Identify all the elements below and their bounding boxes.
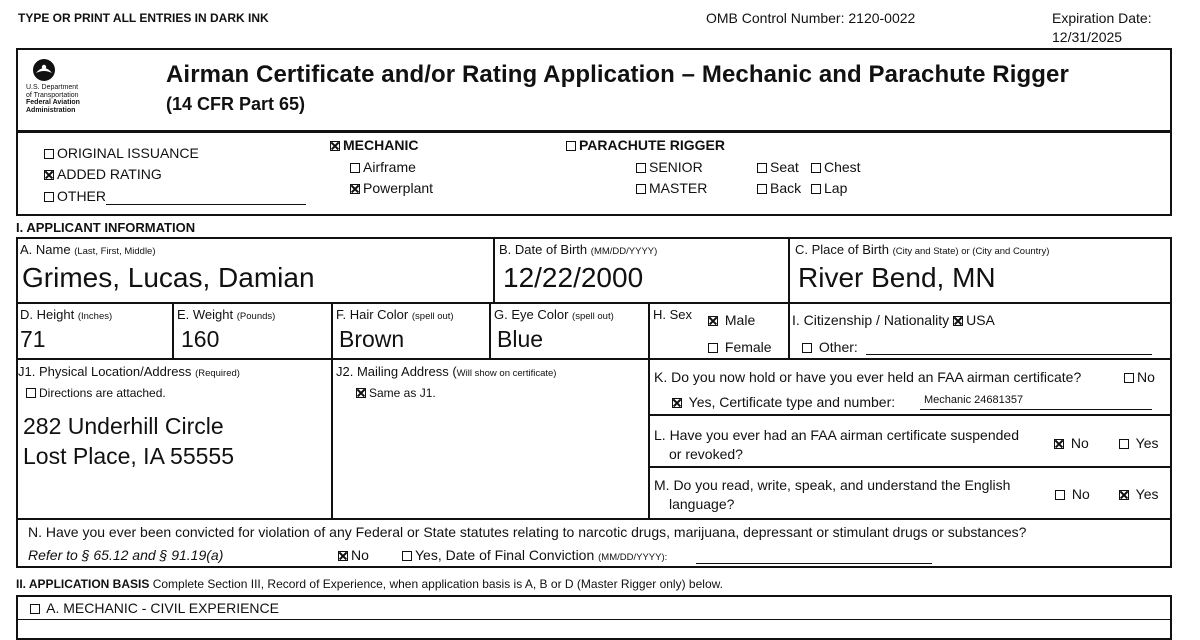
chest-checkbox[interactable]: [811, 163, 821, 173]
k-yes-label: Yes, Certificate type and number:: [688, 394, 896, 410]
senior-checkbox[interactable]: [636, 163, 646, 173]
airframe-label: Airframe: [363, 159, 416, 175]
m-no-option[interactable]: [1055, 486, 1090, 502]
eye-field-label: [494, 307, 614, 322]
height-hint: (Inches): [77, 311, 113, 322]
parachute-rigger-label: PARACHUTE RIGGER: [579, 137, 725, 153]
certificate-number-input[interactable]: Mechanic 24681357: [924, 394, 1024, 406]
back-checkbox[interactable]: [757, 184, 767, 194]
height-input[interactable]: 71: [20, 326, 46, 352]
address-line-2: Lost Place, IA 55555: [23, 443, 234, 469]
form-subtitle: (14 CFR Part 65): [166, 94, 306, 114]
m-no-checkbox[interactable]: [1055, 490, 1065, 500]
name-input[interactable]: Grimes, Lucas, Damian: [22, 262, 315, 293]
mailing-field-label: [336, 364, 556, 379]
section-1-heading: I. APPLICANT INFORMATION: [16, 220, 196, 235]
other-option[interactable]: [44, 188, 106, 204]
n-question: N. Have you ever been convicted for violation of any Federal or State statutes relating to narcotic drugs, marijuana, depressant or stimulant drugs or substances?: [28, 524, 1027, 540]
same-as-checkbox[interactable]: [356, 388, 366, 398]
airframe-option[interactable]: [350, 159, 416, 175]
k-question: K. Do you now hold or have you ever held an FAA airman certificate?: [654, 369, 1082, 385]
n-yes-hint: (MM/DD/YYYY):: [598, 552, 668, 563]
hair-input[interactable]: Brown: [339, 326, 405, 352]
dob-label: B. Date of Birth: [499, 242, 588, 257]
mailing-hint: Will show on certificate): [456, 368, 557, 379]
powerplant-label: Powerplant: [363, 180, 434, 196]
citizenship-field: [792, 312, 995, 328]
agency-line-2: of Transportation: [26, 91, 79, 99]
weight-hair-divider: [331, 302, 333, 359]
weight-input[interactable]: 160: [181, 326, 220, 352]
basis-a-checkbox[interactable]: [30, 604, 40, 614]
citizenship-other-checkbox[interactable]: [802, 343, 812, 353]
m-question-line-1: M. Do you read, write, speak, and understand the English: [654, 477, 1011, 493]
form-title: Airman Certificate and/or Rating Application – Mechanic and Parachute Rigger: [166, 61, 1069, 88]
eye-sex-divider: [648, 302, 650, 519]
seat-option[interactable]: [757, 159, 799, 175]
name-label: A. Name: [20, 242, 71, 257]
address-line-1: 282 Underhill Circle: [23, 413, 224, 439]
eye-hint: (spell out): [572, 311, 614, 322]
female-label: Female: [724, 339, 772, 355]
name-field-label: [20, 242, 156, 257]
mechanic-option[interactable]: [330, 137, 418, 153]
added-rating-option[interactable]: [44, 166, 162, 182]
row-divider-2: [16, 358, 1172, 360]
added-rating-label: ADDED RATING: [57, 166, 162, 182]
citizenship-other-label: Other:: [818, 339, 858, 355]
agency-line-4: Administration: [26, 106, 76, 114]
other-line: [106, 204, 306, 205]
dob-field-label: [499, 242, 657, 257]
lap-label: Lap: [824, 180, 848, 196]
dob-hint: (MM/DD/YYYY): [590, 246, 658, 257]
row-divider-3: [16, 518, 1172, 520]
section-2-heading: II. APPLICATION BASIS: [16, 577, 150, 591]
same-as-option[interactable]: [356, 386, 436, 400]
j1-j2-divider: [331, 358, 333, 519]
dot-logo: [32, 58, 56, 87]
physical-field-label: [18, 364, 240, 379]
citizenship-other-line: [866, 354, 1152, 355]
usa-label: USA: [966, 312, 995, 328]
k-no-label: No: [1137, 369, 1155, 385]
lap-option[interactable]: [811, 180, 847, 196]
seat-checkbox[interactable]: [757, 163, 767, 173]
dob-pob-divider: [788, 237, 790, 303]
eye-input[interactable]: Blue: [497, 326, 544, 352]
agency-name: [26, 84, 80, 114]
master-label: MASTER: [649, 180, 708, 196]
directions-option[interactable]: [26, 386, 166, 400]
section-2-header: [16, 577, 723, 591]
l-no-label: No: [1070, 435, 1089, 451]
lap-checkbox[interactable]: [811, 184, 821, 194]
height-weight-divider: [172, 302, 174, 359]
physical-hint: (Required): [195, 368, 240, 379]
senior-label: SENIOR: [649, 159, 703, 175]
directions-checkbox[interactable]: [26, 388, 36, 398]
expiration-label: Expiration Date:: [1052, 10, 1152, 26]
name-hint: (Last, First, Middle): [74, 246, 156, 257]
n-yes-option[interactable]: [402, 547, 667, 563]
m-yes-checkbox[interactable]: [1119, 490, 1129, 500]
n-yes-label: Yes, Date of Final Conviction: [415, 547, 595, 563]
l-yes-option[interactable]: [1119, 435, 1158, 451]
certificate-number-line: [920, 409, 1152, 410]
master-option[interactable]: [636, 180, 707, 196]
n-yes-checkbox[interactable]: [402, 551, 412, 561]
original-issuance-label: ORIGINAL ISSUANCE: [57, 145, 199, 161]
mailing-label: J2. Mailing Address (: [336, 364, 457, 379]
hair-field-label: [336, 307, 454, 322]
height-field-label: [20, 307, 112, 322]
dob-input[interactable]: 12/22/2000: [503, 262, 644, 293]
m-yes-option[interactable]: [1119, 486, 1158, 502]
eye-label: G. Eye Color: [494, 307, 569, 322]
powerplant-option[interactable]: [350, 180, 433, 196]
mechanic-checkbox[interactable]: [330, 141, 340, 151]
original-issuance-checkbox[interactable]: [44, 149, 54, 159]
other-label: OTHER: [57, 188, 106, 204]
same-as-label: Same as J1.: [369, 386, 436, 400]
weight-label: E. Weight: [177, 307, 234, 322]
mechanic-label: MECHANIC: [343, 137, 419, 153]
weight-hint: (Pounds): [236, 311, 276, 322]
male-checkbox[interactable]: [708, 316, 718, 326]
basis-a-label: A. MECHANIC - CIVIL EXPERIENCE: [46, 600, 279, 616]
pob-label: C. Place of Birth: [795, 242, 889, 257]
agency-line-1: U.S. Department: [26, 84, 79, 91]
chest-label: Chest: [824, 159, 861, 175]
l-question-line-1: L. Have you ever had an FAA airman certificate suspended: [654, 427, 1019, 443]
l-no-checkbox[interactable]: [1054, 439, 1064, 449]
row-divider-1: [16, 302, 1172, 304]
l-question-line-2: or revoked?: [669, 446, 743, 462]
added-rating-checkbox[interactable]: [44, 170, 54, 180]
basis-divider: [16, 619, 1172, 620]
physical-label: J1. Physical Location/Address: [18, 364, 192, 379]
back-option[interactable]: [757, 180, 801, 196]
female-checkbox[interactable]: [708, 343, 718, 353]
master-checkbox[interactable]: [636, 184, 646, 194]
k-no-checkbox[interactable]: [1124, 373, 1134, 383]
citizenship-other-option[interactable]: [802, 339, 858, 355]
powerplant-checkbox[interactable]: [350, 184, 360, 194]
pob-input[interactable]: River Bend, MN: [798, 262, 996, 293]
usa-checkbox[interactable]: [953, 316, 963, 326]
n-no-label: No: [351, 547, 369, 563]
pob-hint: (City and State) or (City and Country): [892, 246, 1050, 257]
airframe-checkbox[interactable]: [350, 163, 360, 173]
k-l-divider: [650, 414, 1172, 416]
chest-option[interactable]: [811, 159, 861, 175]
hair-label: F. Hair Color: [336, 307, 409, 322]
l-m-divider: [650, 466, 1172, 468]
parachute-rigger-checkbox[interactable]: [566, 141, 576, 151]
section-2-note: Complete Section III, Record of Experience, when application basis is A, B or D (Master Rigger only) below.: [152, 577, 723, 591]
pob-field-label: [795, 242, 1049, 257]
m-no-label: No: [1071, 486, 1090, 502]
l-no-option[interactable]: [1054, 435, 1089, 451]
n-no-option[interactable]: [338, 547, 369, 563]
n-refer: Refer to § 65.12 and § 91.19(a): [28, 547, 224, 563]
name-dob-divider: [493, 237, 495, 303]
other-checkbox[interactable]: [44, 192, 54, 202]
l-yes-label: Yes: [1135, 435, 1159, 451]
m-question-line-2: language?: [669, 496, 735, 512]
sex-label: H. Sex: [653, 307, 693, 322]
male-option[interactable]: [708, 312, 755, 328]
hair-hint: (spell out): [411, 311, 454, 322]
agency-line-3: Federal Aviation: [26, 99, 80, 106]
physical-address-input[interactable]: [23, 411, 234, 471]
weight-field-label: [177, 307, 275, 322]
k-no-option[interactable]: [1124, 369, 1155, 385]
conviction-date-line: [696, 563, 932, 564]
original-issuance-option[interactable]: [44, 145, 199, 161]
senior-option[interactable]: [636, 159, 703, 175]
sex-citizenship-divider: [788, 302, 790, 359]
omb-number: OMB Control Number: 2120-0022: [706, 10, 916, 26]
ink-instruction: TYPE OR PRINT ALL ENTRIES IN DARK INK: [18, 11, 269, 25]
hair-eye-divider: [489, 302, 491, 359]
back-label: Back: [770, 180, 802, 196]
m-yes-label: Yes: [1135, 486, 1159, 502]
male-label: Male: [724, 312, 756, 328]
parachute-rigger-option[interactable]: [566, 137, 725, 153]
basis-option-a[interactable]: [30, 600, 279, 616]
k-yes-checkbox[interactable]: [672, 398, 682, 408]
n-no-checkbox[interactable]: [338, 551, 348, 561]
seat-label: Seat: [770, 159, 799, 175]
l-yes-checkbox[interactable]: [1119, 439, 1129, 449]
female-option[interactable]: [708, 339, 772, 355]
directions-label: Directions are attached.: [39, 386, 166, 400]
citizenship-label: I. Citizenship / Nationality: [792, 312, 950, 328]
l-question: [654, 426, 1019, 464]
k-yes-option[interactable]: [672, 394, 895, 410]
expiration-date: 12/31/2025: [1052, 29, 1123, 45]
height-label: D. Height: [20, 307, 75, 322]
dot-seal-icon: [32, 58, 56, 82]
m-question: [654, 476, 1010, 514]
